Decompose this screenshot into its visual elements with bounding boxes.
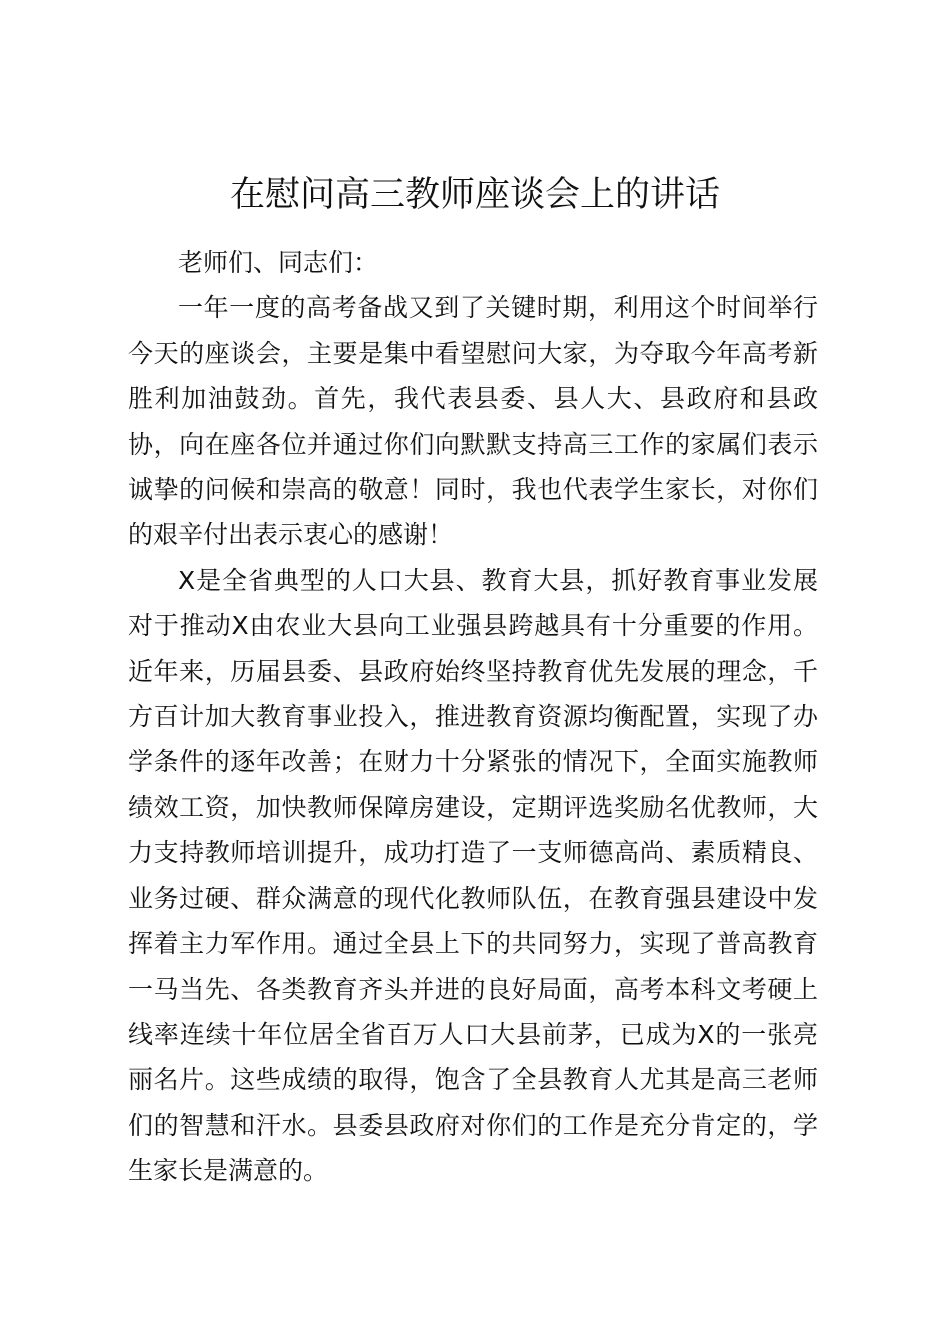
- document-body: [128, 240, 818, 1194]
- paragraph-2: X是全省典型的人口大县、教育大县，抓好教育事业发展对于推动X由农业大县向工业强县跨越具有十分重要的作用。近年来，历届县委、县政府始终坚持教育优先发展的理念，千方百计加大教育事业投入，推进教育资源均衡配置，实现了办学条件的逐年改善；在财力十分紧张的情况下，全面实施教师绩效工资，加快教师保障房建设，定期评选奖励名优教师，大力支持教师培训提升，成功打造了一支师德高尚、素质精良、业务过硬、群众满意的现代化教师队伍，在教育强县建设中发挥着主力军作用。通过全县上下的共同努力，实现了普高教育一马当先、各类教育齐头并进的良好局面，高考本科文考硬上线率连续十年位居全省百万人口大县前茅，已成为X的一张亮丽名片。这些成绩的取得，饱含了全县教育人尤其是高三老师们的智慧和汗水。县委县政府对你们的工作是充分肯定的，学生家长是满意的。: [128, 565, 818, 1186]
- salutation: 老师们、同志们：: [178, 248, 379, 277]
- document-title: 在慰问高三教师座谈会上的讲话: [229, 175, 720, 215]
- paragraph-1: 一年一度的高考备战又到了关键时期，利用这个时间举行今天的座谈会，主要是集中看望慰问大家，为夺取今年高考新胜利加油鼓劲。首先，我代表县委、县人大、县政府和县政协，向在座各位并通过你们向默默支持高三工作的家属们表示诚挚的问候和崇高的敬意！同时，我也代表学生家长，对你们的艰辛付出表示衷心的感谢！: [128, 293, 818, 550]
